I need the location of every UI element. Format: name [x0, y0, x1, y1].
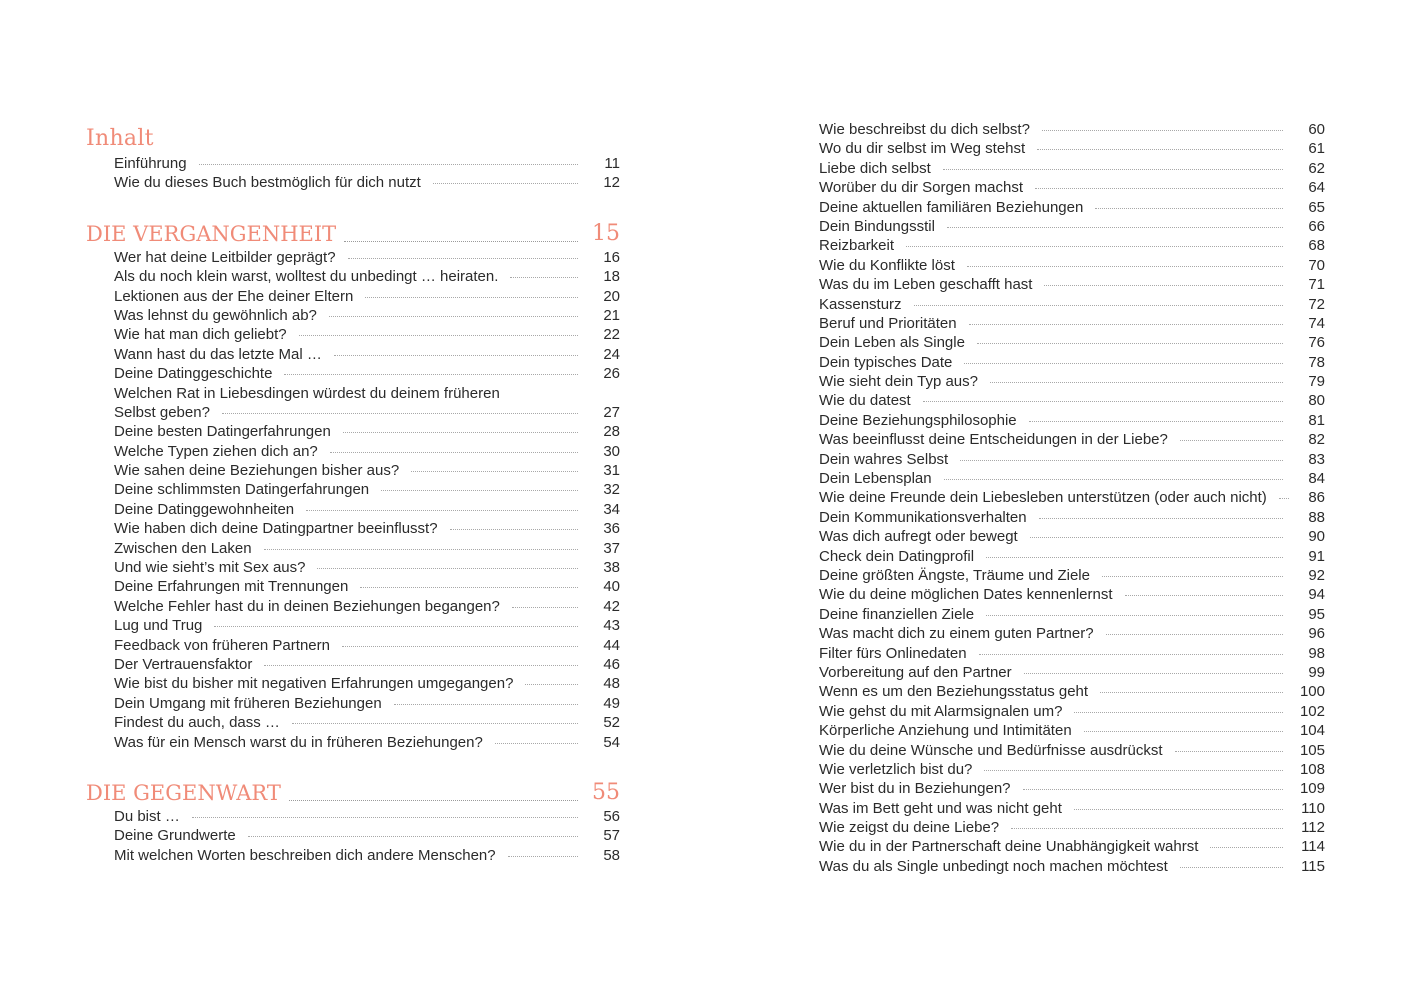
entry-page: 86 — [1308, 489, 1325, 507]
toc-entry — [819, 566, 1325, 585]
entry-page: 109 — [1299, 780, 1325, 798]
entry-page: 90 — [1308, 528, 1325, 546]
dot-leader — [1210, 847, 1283, 848]
dot-leader — [984, 770, 1283, 771]
entry-page: 83 — [1308, 450, 1325, 468]
entry-label: Filter fürs Onlinedaten — [819, 644, 967, 662]
entry-label: Deine schlimmsten Datingerfahrungen — [114, 481, 370, 499]
toc-entry — [86, 154, 620, 173]
toc-entry — [819, 488, 1325, 507]
entry-page: 66 — [1308, 217, 1325, 235]
toc-entry — [819, 139, 1325, 158]
toc-entry — [819, 178, 1325, 197]
dot-leader — [906, 246, 1283, 247]
entry-label: Was macht dich zu einem guten Partner? — [819, 625, 1094, 643]
dot-leader — [986, 557, 1283, 558]
toc-entry — [86, 846, 620, 865]
entry-label: Deine Datinggewohnheiten — [114, 500, 295, 518]
toc-entry — [819, 779, 1325, 798]
toc-entry — [86, 636, 620, 655]
entry-page: 42 — [603, 597, 620, 615]
toc-entry — [819, 837, 1325, 856]
entry-label: Wie zeigst du deine Liebe? — [819, 819, 1000, 837]
section-heading-gegenwart — [86, 779, 620, 807]
toc-title: Inhalt — [86, 126, 154, 151]
dot-leader — [342, 646, 578, 647]
entry-page: 88 — [1308, 508, 1325, 526]
dot-leader — [343, 432, 578, 433]
toc-entry — [819, 430, 1325, 449]
entry-label: Wie bist du bisher mit negativen Erfahrungen umgegangen? — [114, 675, 514, 693]
entry-label: Wie du in der Partnerschaft deine Unabhängigkeit wahrst — [819, 838, 1199, 856]
entry-page: 76 — [1308, 334, 1325, 352]
toc-entry — [819, 721, 1325, 740]
dot-leader — [967, 266, 1283, 267]
toc-entry — [86, 267, 620, 286]
entry-page: 34 — [603, 500, 620, 518]
dot-leader — [990, 382, 1283, 383]
dot-leader — [1030, 537, 1283, 538]
entry-page: 105 — [1299, 741, 1325, 759]
toc-entry — [819, 799, 1325, 818]
dot-leader — [1106, 634, 1283, 635]
entry-page: 18 — [603, 268, 620, 286]
entry-page: 102 — [1299, 702, 1325, 720]
dot-leader — [495, 743, 578, 744]
dot-leader — [1100, 692, 1283, 693]
entry-page: 70 — [1308, 256, 1325, 274]
entry-label: Wie du Konflikte löst — [819, 256, 955, 274]
toc-entry — [86, 807, 620, 826]
entry-label: Körperliche Anziehung und Intimitäten — [819, 722, 1072, 740]
toc-entry — [819, 236, 1325, 255]
entry-label: Lug und Trug — [114, 617, 203, 635]
dot-leader — [1095, 208, 1283, 209]
dot-leader — [330, 452, 578, 453]
section-title: DIE VERGANGENHEIT — [86, 221, 337, 246]
entry-page: 98 — [1308, 644, 1325, 662]
toc-entry — [819, 663, 1325, 682]
dot-leader — [960, 460, 1283, 461]
entry-label: Worüber du dir Sorgen machst — [819, 179, 1023, 197]
dot-leader — [947, 227, 1283, 228]
right-page — [819, 120, 1325, 876]
dot-leader — [264, 665, 578, 666]
entry-page: 57 — [603, 827, 620, 845]
entry-page: 12 — [603, 174, 620, 192]
entry-label: Du bist … — [114, 807, 180, 825]
dot-leader — [381, 490, 578, 491]
entry-label: Feedback von früheren Partnern — [114, 636, 330, 654]
entry-label: Was beeinflusst deine Entscheidungen in der Liebe? — [819, 431, 1168, 449]
entry-page: 36 — [603, 520, 620, 538]
dot-leader — [433, 183, 578, 184]
toc-entry — [819, 702, 1325, 721]
entry-page: 52 — [603, 714, 620, 732]
entry-label: Wie beschreibst du dich selbst? — [819, 121, 1030, 138]
dot-leader — [329, 316, 578, 317]
entry-page: 38 — [603, 559, 620, 577]
entry-page: 65 — [1308, 198, 1325, 216]
entry-label: Wie hat man dich geliebt? — [114, 326, 287, 344]
dot-leader — [1011, 828, 1283, 829]
entry-label: Was für ein Mensch warst du in früheren Beziehungen? — [114, 733, 483, 751]
toc-entry — [86, 173, 620, 192]
toc-entry — [819, 682, 1325, 701]
entry-label: Einführung — [114, 155, 187, 172]
dot-leader — [1042, 130, 1283, 131]
entry-page: 64 — [1308, 179, 1325, 197]
toc-entry — [819, 508, 1325, 527]
toc-entry — [819, 295, 1325, 314]
entry-page: 112 — [1301, 819, 1325, 837]
dot-leader — [1102, 576, 1283, 577]
dot-leader — [510, 277, 578, 278]
entry-label: Was lehnst du gewöhnlich ab? — [114, 306, 317, 324]
entry-label: Deine Datinggeschichte — [114, 365, 273, 383]
toc-entry — [819, 333, 1325, 352]
dot-leader — [248, 836, 578, 837]
entry-page: 22 — [603, 326, 620, 344]
toc-entry — [86, 325, 620, 344]
toc-entry — [819, 256, 1325, 275]
entry-page: 84 — [1308, 470, 1325, 488]
entry-label: Mit welchen Worten beschreiben dich andere Menschen? — [114, 846, 496, 864]
toc-entry — [819, 391, 1325, 410]
toc-entry — [819, 527, 1325, 546]
toc-entry — [819, 605, 1325, 624]
dot-leader — [344, 240, 578, 242]
entry-label: Deine Grundwerte — [114, 827, 236, 845]
entry-page: 24 — [603, 345, 620, 363]
toc-entry — [86, 442, 620, 461]
entry-page: 74 — [1308, 314, 1325, 332]
entry-page: 61 — [1308, 140, 1325, 158]
entry-page: 78 — [1308, 353, 1325, 371]
entry-label: Kassensturz — [819, 295, 902, 313]
entry-label: Als du noch klein warst, wolltest du unbedingt … heiraten. — [114, 268, 499, 286]
toc-entry — [86, 461, 620, 480]
entry-label: Was dich aufregt oder bewegt — [819, 528, 1018, 546]
dot-leader — [943, 169, 1283, 170]
entry-page: 54 — [603, 733, 620, 751]
entry-label: Dein wahres Selbst — [819, 450, 949, 468]
entry-page: 11 — [604, 155, 620, 172]
entry-label: Deine Erfahrungen mit Trennungen — [114, 578, 349, 596]
toc-entry — [819, 450, 1325, 469]
entry-page: 49 — [603, 694, 620, 712]
entry-label: Selbst geben? — [114, 403, 210, 421]
entry-label: Deine Beziehungsphilosophie — [819, 411, 1017, 429]
dot-leader — [1037, 149, 1283, 150]
dot-leader — [299, 335, 578, 336]
dot-leader — [969, 324, 1283, 325]
toc-entry — [86, 674, 620, 693]
toc-entry — [819, 469, 1325, 488]
toc-entry — [86, 384, 620, 403]
section-title: DIE GEGENWART — [86, 780, 281, 805]
dot-leader — [1024, 673, 1283, 674]
dot-leader — [306, 510, 578, 511]
intro-entries — [86, 154, 620, 193]
entry-page: 104 — [1299, 722, 1325, 740]
dot-leader — [1074, 712, 1283, 713]
entry-page: 94 — [1308, 586, 1325, 604]
dot-leader — [360, 587, 578, 588]
entry-label: Findest du auch, dass … — [114, 714, 280, 732]
entry-page: 115 — [1301, 857, 1325, 875]
entry-page: 16 — [603, 248, 620, 266]
dot-leader — [411, 471, 578, 472]
entry-page: 79 — [1308, 373, 1325, 391]
toc-entry — [819, 411, 1325, 430]
dot-leader — [1039, 518, 1283, 519]
entry-label: Deine aktuellen familiären Beziehungen — [819, 198, 1084, 216]
entry-label: Wie verletzlich bist du? — [819, 760, 973, 778]
toc-entry — [86, 713, 620, 732]
dot-leader — [1180, 867, 1283, 868]
entry-label: Deine größten Ängste, Träume und Ziele — [819, 566, 1090, 584]
toc-entry — [819, 585, 1325, 604]
entry-label: Liebe dich selbst — [819, 159, 931, 177]
entry-page: 44 — [603, 636, 620, 654]
entry-page: 96 — [1308, 625, 1325, 643]
entry-page: 100 — [1299, 683, 1325, 701]
entry-label: Deine besten Datingerfahrungen — [114, 423, 331, 441]
dot-leader — [450, 529, 578, 530]
entry-label: Welche Fehler hast du in deinen Beziehungen begangen? — [114, 597, 500, 615]
dot-leader — [1084, 731, 1283, 732]
entry-label: Dein Bindungsstil — [819, 217, 935, 235]
toc-entry — [86, 519, 620, 538]
dot-leader — [292, 723, 578, 724]
section-entries-gegenwart — [86, 807, 620, 865]
entry-label: Zwischen den Laken — [114, 539, 252, 557]
entry-label: Wie gehst du mit Alarmsignalen um? — [819, 702, 1063, 720]
dot-leader — [264, 549, 578, 550]
dot-leader — [1074, 809, 1283, 810]
entry-page: 56 — [603, 807, 620, 825]
dot-leader — [944, 479, 1283, 480]
toc-entry — [819, 275, 1325, 294]
entry-page: 27 — [603, 403, 620, 421]
entry-label: Welchen Rat in Liebesdingen würdest du deinem früheren — [114, 384, 500, 402]
toc-entry — [86, 616, 620, 635]
dot-leader — [512, 607, 578, 608]
entry-label: Wie du dieses Buch bestmöglich für dich nutzt — [114, 174, 421, 192]
toc-entry — [819, 217, 1325, 236]
entry-label: Dein Lebensplan — [819, 470, 932, 488]
toc-entry — [86, 539, 620, 558]
toc-entry — [819, 159, 1325, 178]
toc-entry — [819, 818, 1325, 837]
entry-label: Was du als Single unbedingt noch machen möchtest — [819, 857, 1168, 875]
entry-label: Wie sieht dein Typ aus? — [819, 373, 978, 391]
entry-label: Dein Leben als Single — [819, 334, 965, 352]
entry-page: 20 — [603, 287, 620, 305]
entry-label: Dein typisches Date — [819, 353, 953, 371]
dot-leader — [914, 305, 1283, 306]
entry-page: 32 — [603, 481, 620, 499]
entry-label: Wer bist du in Beziehungen? — [819, 780, 1011, 798]
entry-page: 72 — [1308, 295, 1325, 313]
toc-entry — [86, 597, 620, 616]
dot-leader — [192, 817, 578, 818]
dot-leader — [394, 704, 578, 705]
entry-label: Check dein Datingprofil — [819, 547, 975, 565]
dot-leader — [1180, 440, 1283, 441]
toc-entry — [86, 345, 620, 364]
toc-entry — [86, 248, 620, 267]
toc-entry — [819, 314, 1325, 333]
entry-label: Wie deine Freunde dein Liebesleben unterstützen (oder auch nicht) — [819, 489, 1267, 507]
toc-entry — [819, 760, 1325, 779]
entry-label: Wie du deine Wünsche und Bedürfnisse ausdrückst — [819, 741, 1163, 759]
dot-leader — [365, 297, 578, 298]
toc-entry — [86, 287, 620, 306]
entry-page: 37 — [603, 539, 620, 557]
entry-page: 92 — [1308, 566, 1325, 584]
dot-leader — [979, 654, 1283, 655]
entry-page: 26 — [603, 365, 620, 383]
toc-entry — [86, 306, 620, 325]
entry-label: Wer hat deine Leitbilder geprägt? — [114, 248, 336, 266]
toc-entry — [819, 644, 1325, 663]
entry-label: Wenn es um den Beziehungsstatus geht — [819, 683, 1089, 701]
toc-entry — [819, 372, 1325, 391]
dot-leader — [1023, 789, 1283, 790]
entry-label: Beruf und Prioritäten — [819, 314, 957, 332]
entry-label: Welche Typen ziehen dich an? — [114, 442, 318, 460]
entry-page: 48 — [603, 675, 620, 693]
dot-leader — [1175, 751, 1283, 752]
toc-entry — [86, 733, 620, 752]
entry-page: 30 — [603, 442, 620, 460]
entry-label: Wie haben dich deine Datingpartner beeinflusst? — [114, 520, 438, 538]
dot-leader — [1044, 285, 1283, 286]
entry-page: 43 — [603, 617, 620, 635]
entry-label: Was du im Leben geschafft hast — [819, 276, 1033, 294]
toc-entry — [819, 353, 1325, 372]
toc-entry — [86, 558, 620, 577]
dot-leader — [334, 355, 578, 356]
dot-leader — [1035, 188, 1283, 189]
entry-label: Wie du deine möglichen Dates kennenlernst — [819, 586, 1113, 604]
entry-page: 68 — [1308, 237, 1325, 255]
dot-leader — [964, 363, 1283, 364]
entry-label: Dein Umgang mit früheren Beziehungen — [114, 694, 382, 712]
entry-page: 99 — [1308, 663, 1325, 681]
toc-entry — [819, 624, 1325, 643]
toc-entry — [86, 500, 620, 519]
entry-page: 31 — [603, 462, 620, 480]
section-entries-vergangenheit — [86, 248, 620, 752]
entry-page: 21 — [603, 306, 620, 324]
toc-entry — [86, 364, 620, 383]
dot-leader — [214, 626, 578, 627]
section-heading-vergangenheit — [86, 220, 620, 248]
entry-label: Deine finanziellen Ziele — [819, 605, 975, 623]
toc-entry — [86, 655, 620, 674]
entry-page: 81 — [1308, 411, 1325, 429]
toc-entry — [819, 857, 1325, 876]
entry-page: 62 — [1308, 159, 1325, 177]
entry-page: 110 — [1301, 799, 1325, 817]
dot-leader — [348, 258, 578, 259]
entry-page: 71 — [1308, 276, 1325, 294]
toc-entry — [86, 480, 620, 499]
entry-label: Wo du dir selbst im Weg stehst — [819, 140, 1026, 158]
entry-label: Dein Kommunikationsverhalten — [819, 508, 1027, 526]
entry-page: 46 — [603, 655, 620, 673]
dot-leader — [317, 568, 578, 569]
toc-entry — [86, 403, 620, 422]
dot-leader — [222, 413, 578, 414]
section-page: 55 — [592, 779, 620, 805]
entry-page: 60 — [1308, 121, 1325, 138]
left-page — [86, 124, 620, 865]
entry-page: 82 — [1308, 431, 1325, 449]
entry-label: Was im Bett geht und was nicht geht — [819, 799, 1062, 817]
entry-label: Reizbarkeit — [819, 237, 895, 255]
entry-label: Wie sahen deine Beziehungen bisher aus? — [114, 462, 400, 480]
entry-label: Vorbereitung auf den Partner — [819, 663, 1012, 681]
dot-leader — [525, 684, 578, 685]
toc-entry — [819, 741, 1325, 760]
dot-leader — [923, 401, 1283, 402]
entry-page: 28 — [603, 423, 620, 441]
entry-label: Lektionen aus der Ehe deiner Eltern — [114, 287, 354, 305]
dot-leader — [508, 856, 578, 857]
entry-page: 108 — [1299, 760, 1325, 778]
dot-leader — [977, 343, 1283, 344]
dot-leader — [289, 799, 578, 801]
dot-leader — [199, 164, 578, 165]
dot-leader — [986, 615, 1283, 616]
entry-page: 95 — [1308, 605, 1325, 623]
entry-page: 40 — [603, 578, 620, 596]
entry-label: Der Vertrauensfaktor — [114, 655, 253, 673]
toc-entry — [819, 120, 1325, 139]
toc-entry — [86, 422, 620, 441]
toc-entry — [86, 826, 620, 845]
entry-label: Wie du datest — [819, 392, 911, 410]
toc-entry — [819, 547, 1325, 566]
entry-page: 80 — [1308, 392, 1325, 410]
dot-leader — [284, 374, 578, 375]
toc-entry — [819, 198, 1325, 217]
right-entries — [819, 120, 1325, 876]
entry-page: 91 — [1308, 547, 1325, 565]
dot-leader — [1279, 498, 1289, 499]
dot-leader — [1125, 595, 1283, 596]
section-page: 15 — [592, 220, 620, 246]
entry-page: 58 — [603, 846, 620, 864]
entry-label: Und wie sieht’s mit Sex aus? — [114, 559, 306, 577]
toc-entry — [86, 694, 620, 713]
dot-leader — [1029, 421, 1283, 422]
entry-page: 114 — [1301, 838, 1325, 856]
toc-entry — [86, 577, 620, 596]
entry-label: Wann hast du das letzte Mal … — [114, 345, 322, 363]
